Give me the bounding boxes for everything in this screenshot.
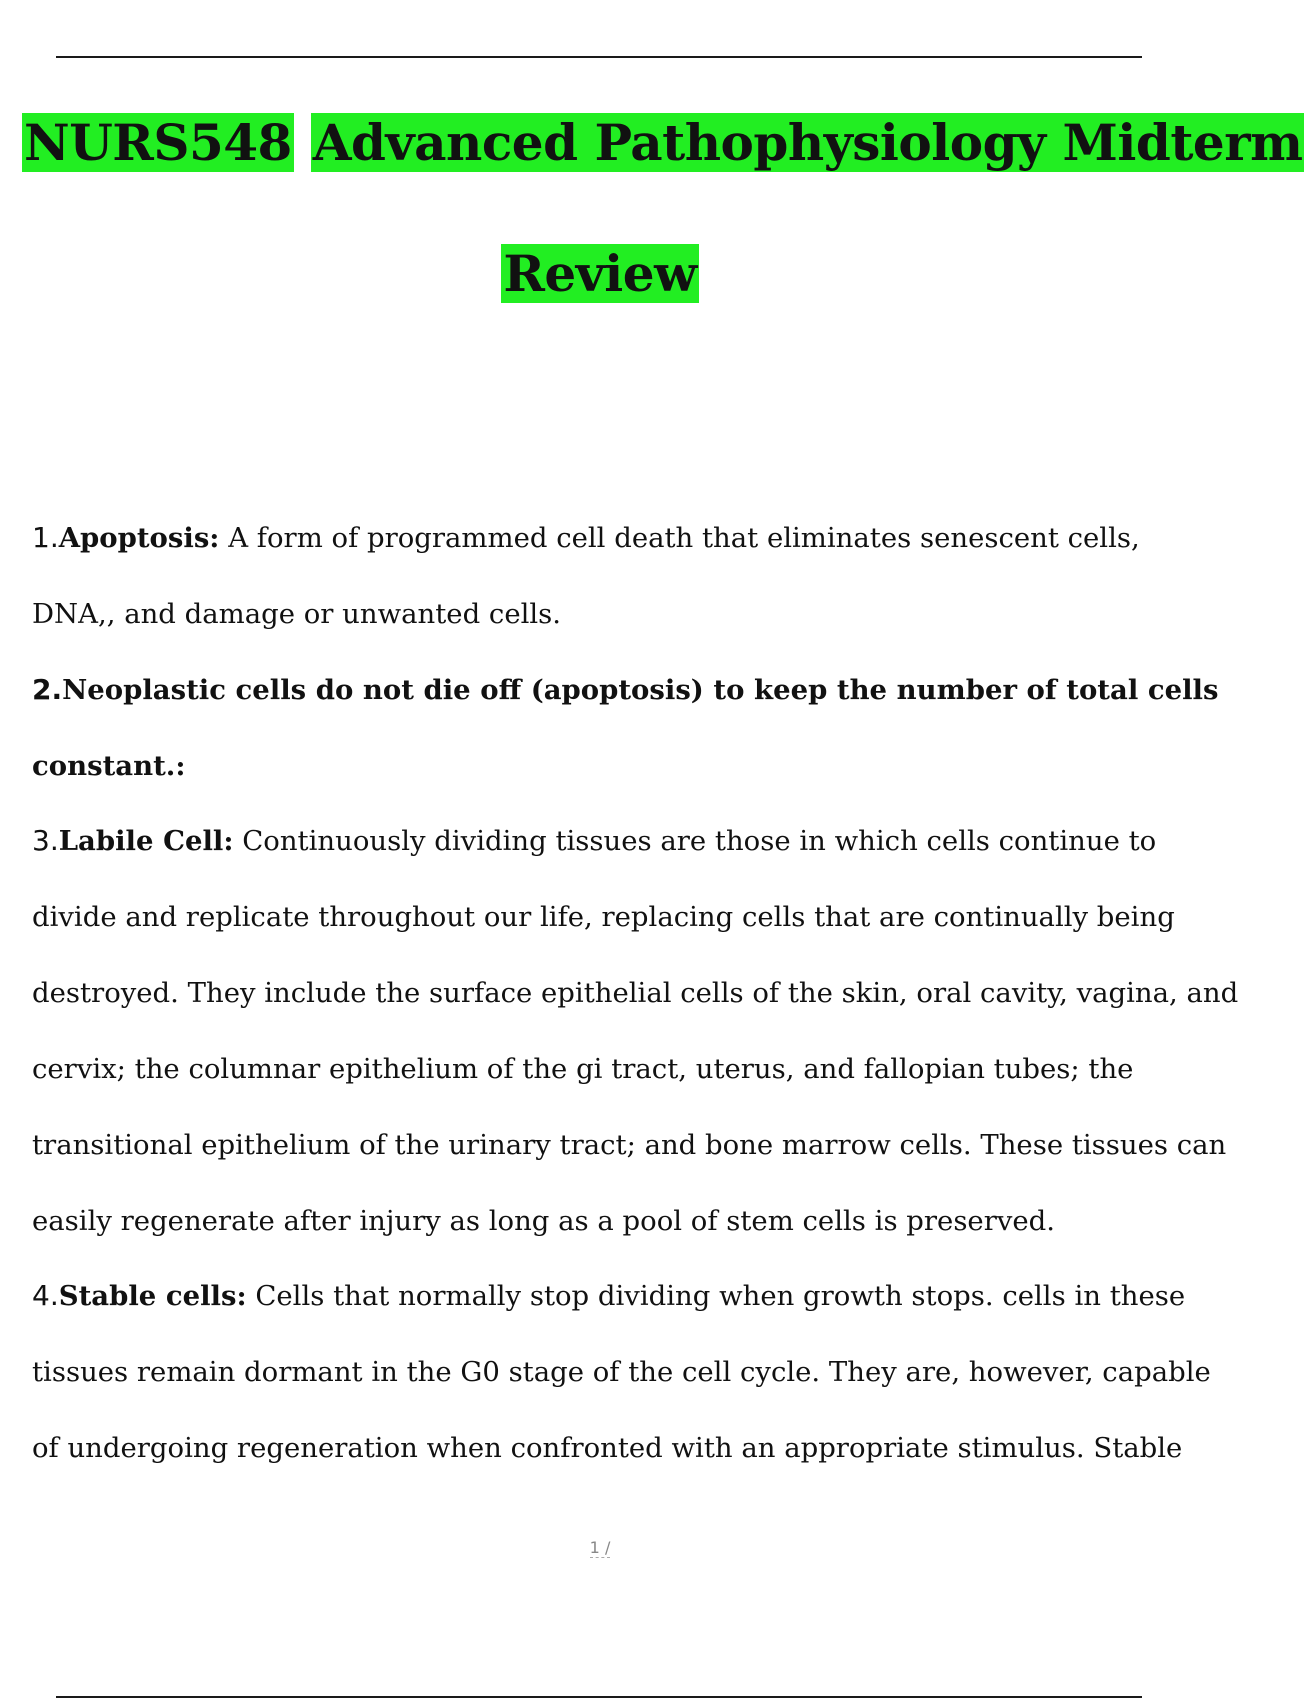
list-item-text: A form of programmed cell death that eliminates senescent cells, [219,522,1140,554]
list-item-stable-cells [32,1258,1211,1486]
list-item-term: Labile Cell: [58,825,234,857]
bottom-rule [56,1696,1142,1698]
list-item-neoplastic [32,652,1219,804]
list-item-line: DNA,, and damage or unwanted cells. [32,598,562,630]
document-title-line-2 [0,242,1200,306]
list-item-labile-cell [32,803,1239,1259]
list-item-number: 3. [32,824,59,857]
list-item-number: 2. [32,673,63,706]
title-course-name: Advanced Pathophysiology Midterm [312,113,1303,172]
list-item-number: 4. [32,1279,59,1312]
list-item-line: cervix; the columnar epithelium of the gi tract, uterus, and fallopian tubes; the [32,1053,1134,1085]
list-item-line: tissues remain dormant in the G0 stage of the cell cycle. They are, however, capable [32,1356,1211,1388]
top-rule [56,56,1142,58]
list-item-line [32,652,1219,728]
list-item-line: easily regenerate after injury as long as a pool of stem cells is preserved. [32,1205,1056,1237]
title-course-code: NURS548 [24,113,292,172]
list-item-number: 1. [32,521,59,554]
list-item-line: constant.: [32,750,186,782]
list-item-line: destroyed. They include the surface epithelial cells of the skin, oral cavity, vagina, and [32,977,1239,1009]
list-item-text: Continuously dividing tissues are those in which cells continue to [233,825,1157,857]
list-item-line [32,500,1200,576]
list-item-line: transitional epithelium of the urinary tract; and bone marrow cells. These tissues can [32,1129,1227,1161]
list-item-term: Stable cells: [58,1280,247,1312]
list-item-line: of undergoing regeneration when confronted with an appropriate stimulus. Stable [32,1432,1183,1464]
page-number [0,1538,1200,1557]
list-item-text: Cells that normally stop dividing when growth stops. cells in these [246,1280,1186,1312]
list-item-term: Apoptosis: [58,522,220,554]
list-item-apoptosis [32,500,1200,652]
list-item-line: divide and replicate throughout our life, replacing cells that are continually being [32,901,1175,933]
list-item-line [32,803,1200,879]
page-number-text: 1 / [589,1538,611,1557]
list-item-text: Neoplastic cells do not die off (apoptosis) to keep the number of total cells [62,674,1219,706]
list-item-line [32,1258,1200,1334]
title-review: Review [503,244,697,303]
document-title-line-1 [22,111,1303,175]
